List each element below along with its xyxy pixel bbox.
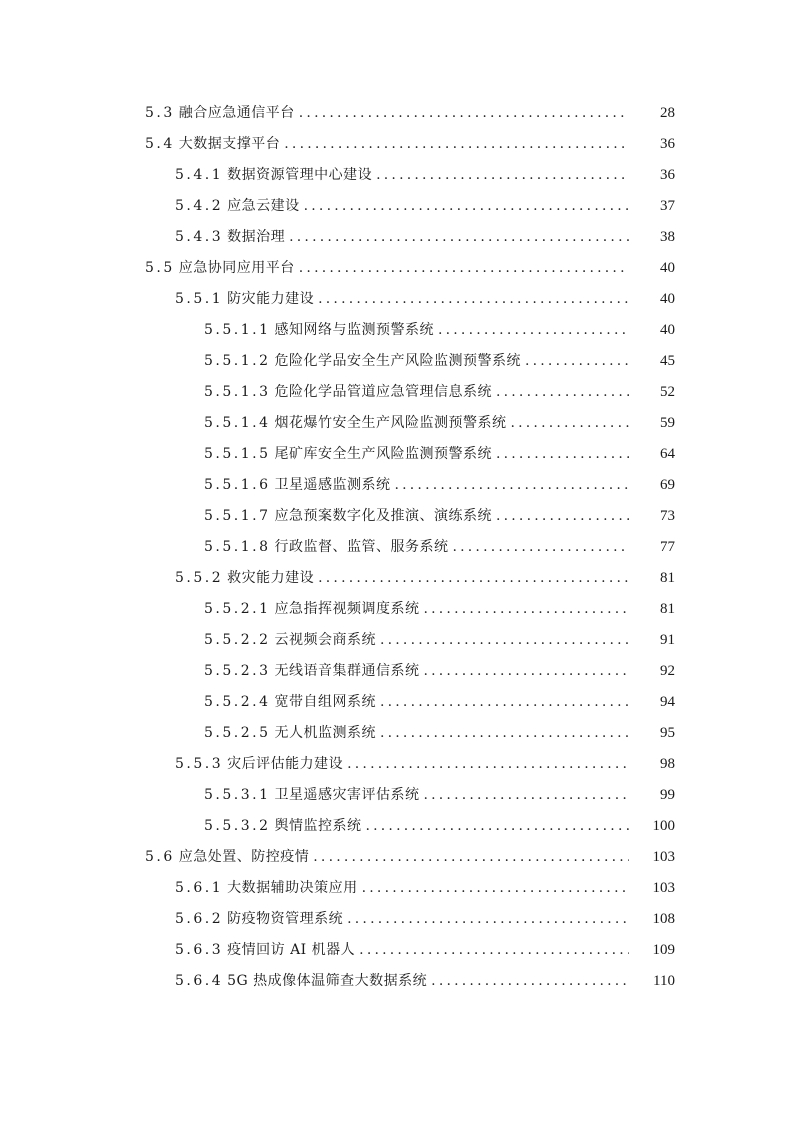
toc-entry[interactable] <box>0 128 793 159</box>
toc-entry-title: 危险化学品管道应急管理信息系统 <box>274 383 492 400</box>
toc-entry-title: 大数据支撑平台 <box>178 135 281 152</box>
toc-page-number: 91 <box>660 631 675 648</box>
toc-dot-leader <box>452 537 629 557</box>
toc-entry-title: 应急预案数字化及推演、演练系统 <box>274 507 492 524</box>
toc-entry-number: 5.5.2.2 <box>204 631 271 648</box>
toc-dot-leader <box>347 754 629 774</box>
toc-entry-number: 5.5.2.1 <box>204 600 271 617</box>
table-of-contents <box>0 97 793 996</box>
toc-page-number: 38 <box>660 228 675 245</box>
toc-page-number: 73 <box>660 507 675 524</box>
toc-entry[interactable] <box>0 717 793 748</box>
toc-entry[interactable] <box>0 841 793 872</box>
toc-dot-leader <box>284 134 629 154</box>
toc-entry-number: 5.5.2.4 <box>204 693 271 710</box>
toc-page-number: 69 <box>660 476 675 493</box>
toc-entry-title: 防灾能力建设 <box>227 290 315 307</box>
toc-entry[interactable] <box>0 345 793 376</box>
toc-dot-leader <box>438 320 629 340</box>
toc-entry-title: 宽带自组网系统 <box>274 693 376 710</box>
toc-entry-title: 感知网络与监测预警系统 <box>274 321 434 338</box>
toc-entry-number: 5.5.2.5 <box>204 724 271 741</box>
toc-dot-leader <box>380 723 629 743</box>
toc-entry[interactable] <box>0 531 793 562</box>
toc-entry-title: 无线语音集群通信系统 <box>274 662 420 679</box>
toc-entry-title: 救灾能力建设 <box>227 569 315 586</box>
toc-entry-number: 5.5.1.2 <box>204 352 271 369</box>
toc-entry-title: 融合应急通信平台 <box>178 104 295 121</box>
toc-entry-number: 5.4 <box>145 135 175 152</box>
toc-entry-title: 应急指挥视频调度系统 <box>274 600 420 617</box>
toc-entry[interactable] <box>0 97 793 128</box>
toc-dot-leader <box>394 475 629 495</box>
toc-dot-leader <box>359 940 629 960</box>
toc-entry-number: 5.4.1 <box>175 166 224 183</box>
toc-dot-leader <box>525 351 629 371</box>
toc-dot-leader <box>380 692 629 712</box>
toc-page-number: 108 <box>652 910 675 927</box>
toc-entry[interactable] <box>0 593 793 624</box>
toc-page-number: 37 <box>660 197 675 214</box>
toc-entry[interactable] <box>0 314 793 345</box>
toc-page-number: 99 <box>660 786 675 803</box>
toc-entry-number: 5.5.1.4 <box>204 414 271 431</box>
toc-entry[interactable] <box>0 500 793 531</box>
toc-entry-title: 行政监督、监管、服务系统 <box>274 538 449 555</box>
toc-page-number: 64 <box>660 445 675 462</box>
toc-entry-title: 无人机监测系统 <box>274 724 376 741</box>
toc-page-number: 40 <box>660 290 675 307</box>
toc-entry-title: 5G 热成像体温筛查大数据系统 <box>227 972 428 989</box>
toc-page-number: 92 <box>660 662 675 679</box>
toc-page-number: 36 <box>660 135 675 152</box>
toc-entry-number: 5.5.1.6 <box>204 476 271 493</box>
toc-entry-number: 5.5.1 <box>175 290 224 307</box>
toc-entry[interactable] <box>0 159 793 190</box>
toc-page-number: 98 <box>660 755 675 772</box>
toc-entry[interactable] <box>0 562 793 593</box>
toc-entry-number: 5.4.3 <box>175 228 224 245</box>
toc-dot-leader <box>318 289 629 309</box>
toc-page-number: 59 <box>660 414 675 431</box>
toc-page-number: 110 <box>653 972 675 989</box>
toc-entry[interactable] <box>0 655 793 686</box>
toc-entry[interactable] <box>0 252 793 283</box>
toc-entry[interactable] <box>0 779 793 810</box>
toc-page-number: 40 <box>660 321 675 338</box>
toc-entry[interactable] <box>0 810 793 841</box>
toc-dot-leader <box>423 785 629 805</box>
toc-entry[interactable] <box>0 438 793 469</box>
toc-entry[interactable] <box>0 190 793 221</box>
toc-page-number: 103 <box>652 879 675 896</box>
toc-page-number: 100 <box>652 817 675 834</box>
toc-entry-number: 5.6 <box>145 848 175 865</box>
toc-dot-leader <box>362 878 629 898</box>
toc-dot-leader <box>376 165 629 185</box>
toc-entry-number: 5.6.1 <box>175 879 224 896</box>
toc-entry-number: 5.5 <box>145 259 175 276</box>
toc-dot-leader <box>318 568 629 588</box>
toc-dot-leader <box>510 413 629 433</box>
toc-dot-leader <box>496 444 629 464</box>
toc-page-number: 36 <box>660 166 675 183</box>
toc-entry[interactable] <box>0 221 793 252</box>
toc-entry-number: 5.5.3 <box>175 755 224 772</box>
toc-entry-number: 5.5.1.7 <box>204 507 271 524</box>
toc-entry-number: 5.6.3 <box>175 941 224 958</box>
toc-entry-number: 5.5.1.8 <box>204 538 271 555</box>
toc-dot-leader <box>380 630 629 650</box>
toc-entry[interactable] <box>0 903 793 934</box>
toc-page-number: 109 <box>652 941 675 958</box>
toc-entry-number: 5.5.2.3 <box>204 662 271 679</box>
toc-entry[interactable] <box>0 686 793 717</box>
toc-entry-number: 5.5.3.1 <box>204 786 271 803</box>
toc-entry[interactable] <box>0 469 793 500</box>
toc-entry-title: 舆情监控系统 <box>274 817 362 834</box>
toc-entry[interactable] <box>0 624 793 655</box>
toc-entry-number: 5.4.2 <box>175 197 224 214</box>
toc-entry-title: 危险化学品安全生产风险监测预警系统 <box>274 352 521 369</box>
toc-dot-leader <box>304 196 629 216</box>
toc-page-number: 28 <box>660 104 675 121</box>
toc-entry-title: 应急云建设 <box>227 197 300 214</box>
toc-entry-number: 5.5.2 <box>175 569 224 586</box>
toc-entry-number: 5.5.3.2 <box>204 817 271 834</box>
toc-page-number: 81 <box>660 600 675 617</box>
toc-entry[interactable] <box>0 872 793 903</box>
toc-dot-leader <box>289 227 629 247</box>
toc-entry[interactable] <box>0 283 793 314</box>
toc-entry-title: 尾矿库安全生产风险监测预警系统 <box>274 445 492 462</box>
toc-entry-title: 数据治理 <box>227 228 286 245</box>
toc-entry-title: 卫星遥感监测系统 <box>274 476 391 493</box>
toc-page-number: 103 <box>652 848 675 865</box>
toc-page-number: 81 <box>660 569 675 586</box>
toc-page-number: 95 <box>660 724 675 741</box>
toc-entry-number: 5.5.1.1 <box>204 321 271 338</box>
toc-entry-title: 防疫物资管理系统 <box>227 910 344 927</box>
toc-page-number: 94 <box>660 693 675 710</box>
toc-entry[interactable] <box>0 376 793 407</box>
toc-entry-title: 数据资源管理中心建设 <box>227 166 373 183</box>
toc-dot-leader <box>423 599 629 619</box>
toc-entry-number: 5.5.1.5 <box>204 445 271 462</box>
toc-entry-title: 疫情回访 AI 机器人 <box>227 941 356 958</box>
toc-dot-leader <box>299 258 629 278</box>
toc-entry[interactable] <box>0 748 793 779</box>
toc-entry-number: 5.6.4 <box>175 972 224 989</box>
toc-dot-leader <box>347 909 629 929</box>
toc-page-number: 45 <box>660 352 675 369</box>
toc-entry-number: 5.3 <box>145 104 175 121</box>
toc-dot-leader <box>365 816 629 836</box>
toc-entry-title: 云视频会商系统 <box>274 631 376 648</box>
toc-dot-leader <box>496 506 629 526</box>
toc-entry-title: 大数据辅助决策应用 <box>227 879 358 896</box>
toc-page-number: 77 <box>660 538 675 555</box>
toc-entry[interactable] <box>0 965 793 996</box>
toc-dot-leader <box>313 847 629 867</box>
toc-page-number: 52 <box>660 383 675 400</box>
toc-dot-leader <box>431 971 629 991</box>
toc-dot-leader <box>299 103 629 123</box>
toc-entry-title: 灾后评估能力建设 <box>227 755 344 772</box>
toc-entry[interactable] <box>0 934 793 965</box>
toc-entry-title: 应急协同应用平台 <box>178 259 295 276</box>
toc-entry-title: 应急处置、防控疫情 <box>178 848 310 865</box>
toc-entry-number: 5.6.2 <box>175 910 224 927</box>
toc-dot-leader <box>496 382 629 402</box>
toc-dot-leader <box>423 661 629 681</box>
toc-page-number: 40 <box>660 259 675 276</box>
toc-entry-title: 烟花爆竹安全生产风险监测预警系统 <box>274 414 507 431</box>
toc-entry-number: 5.5.1.3 <box>204 383 271 400</box>
toc-entry[interactable] <box>0 407 793 438</box>
toc-entry-title: 卫星遥感灾害评估系统 <box>274 786 420 803</box>
